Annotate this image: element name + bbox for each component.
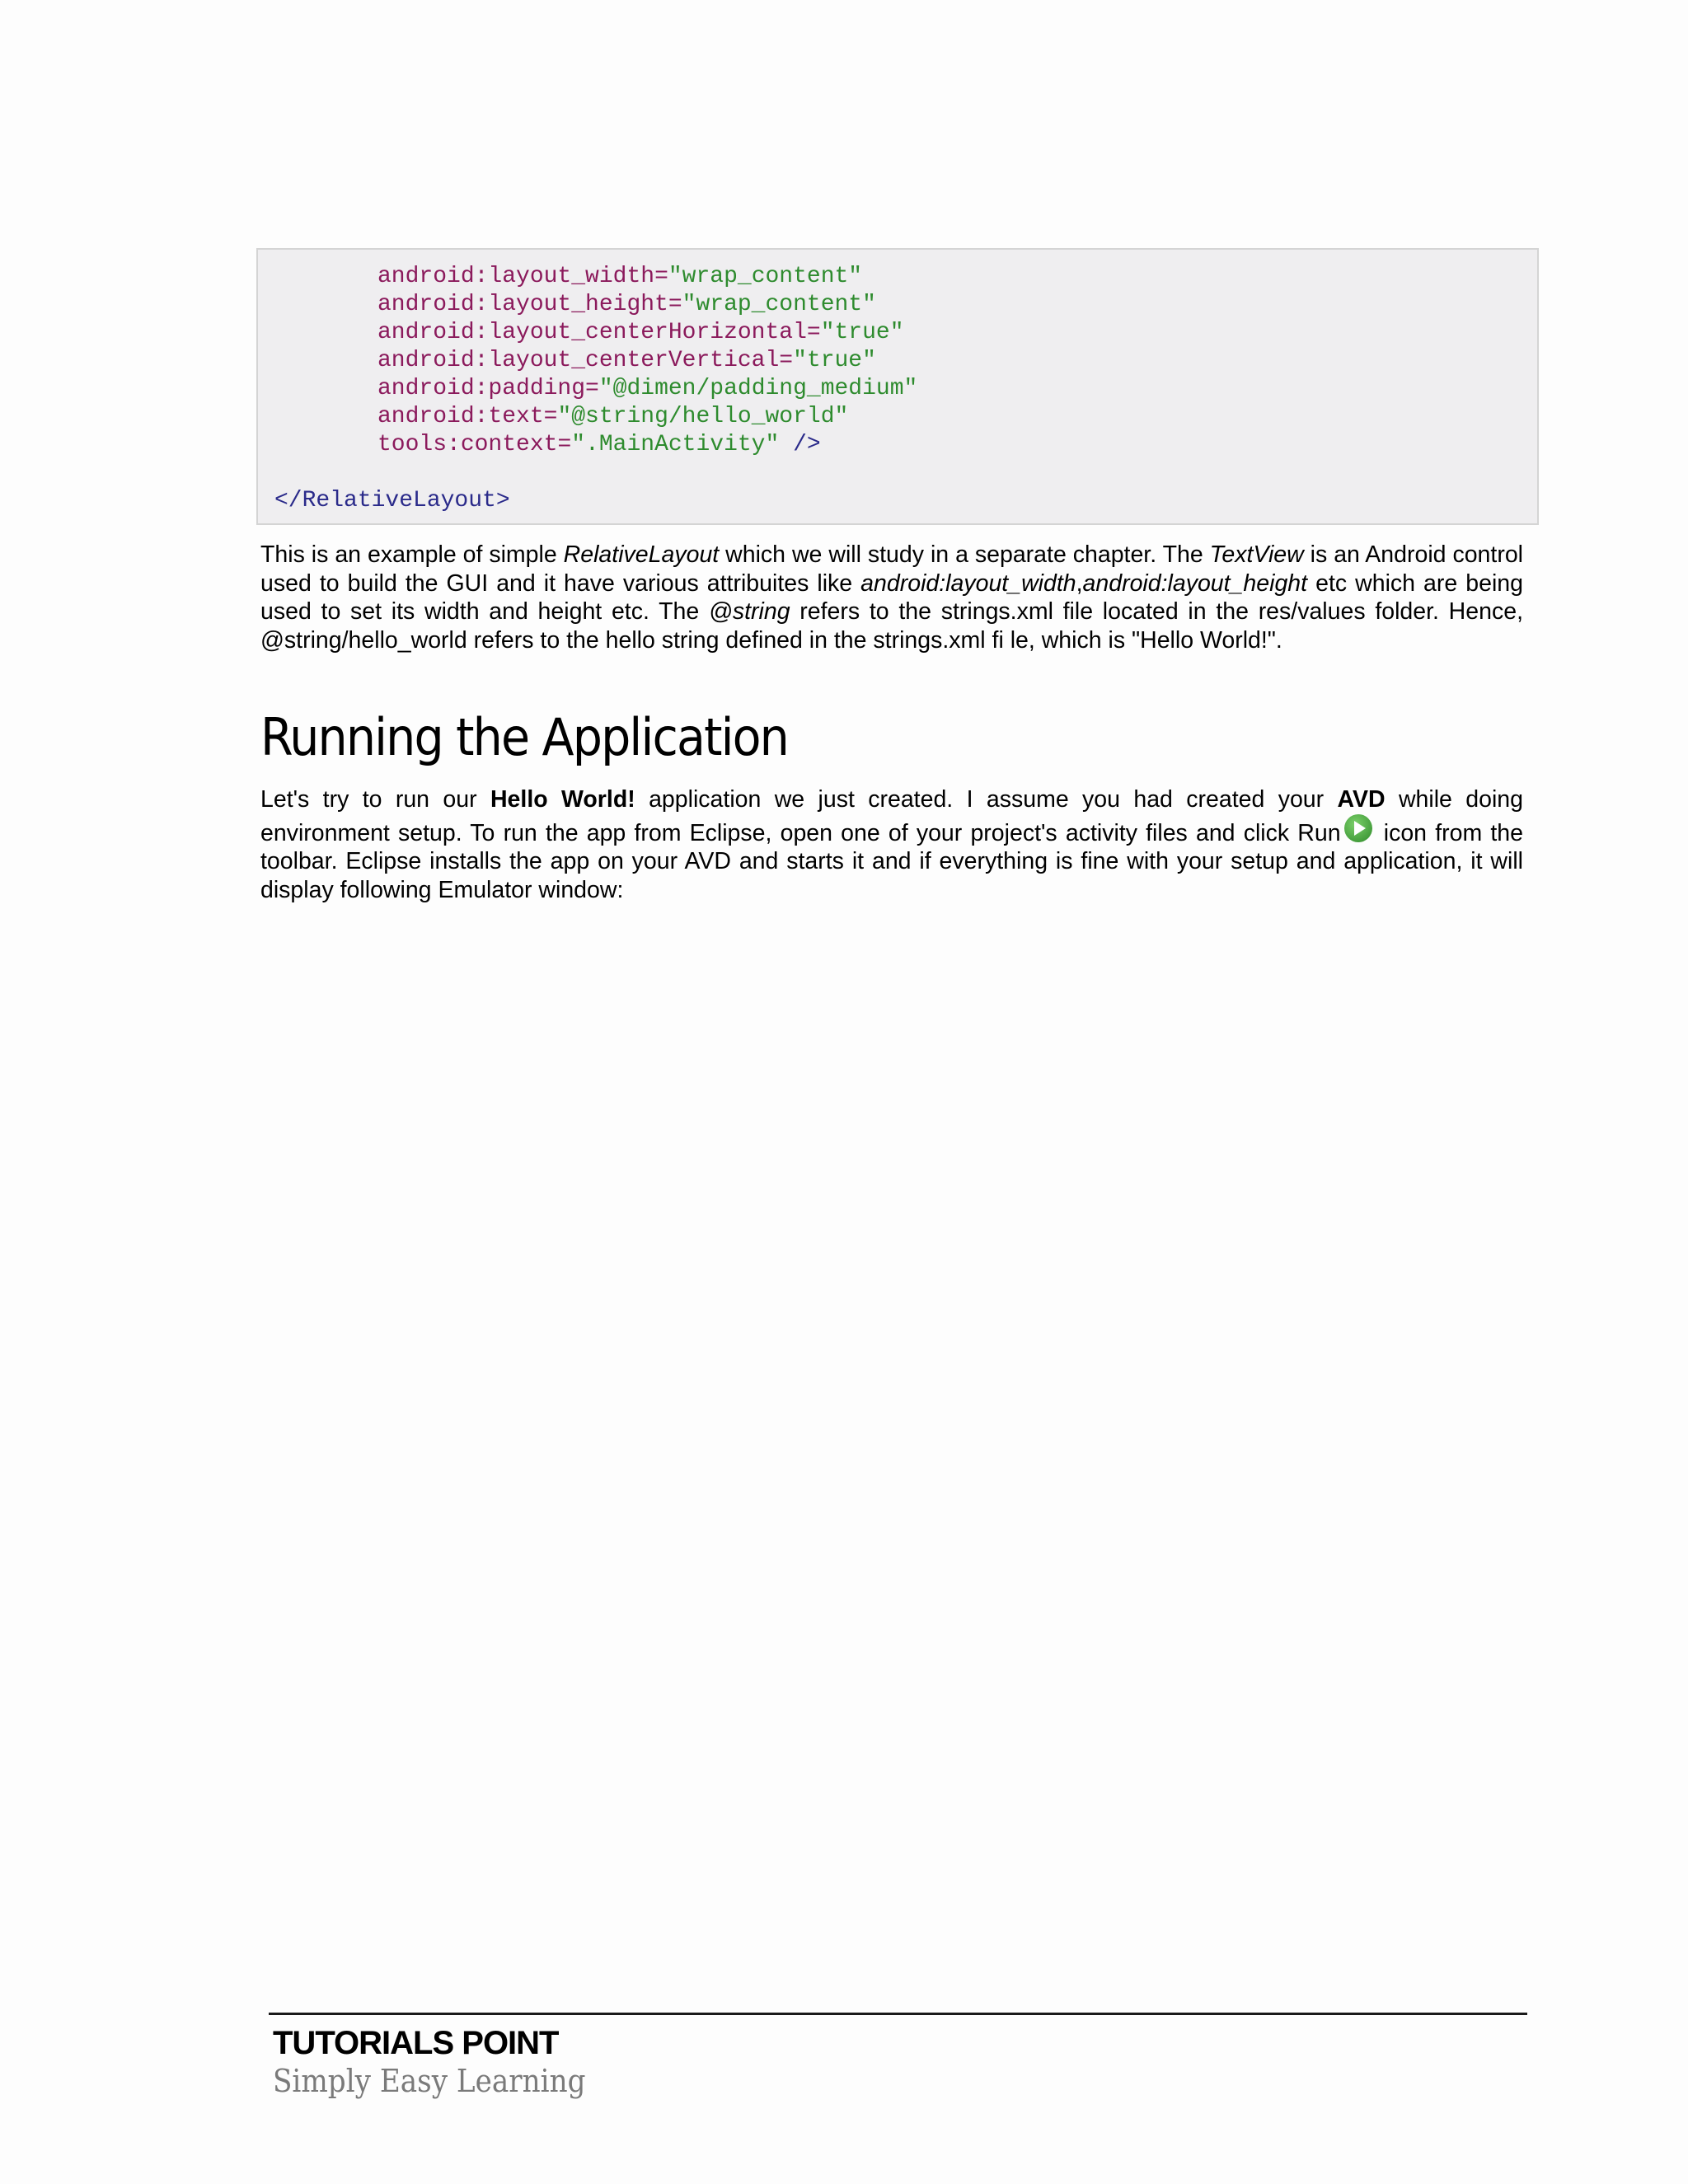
code-line	[377, 291, 876, 319]
text: icon from the toolbar. Eclipse installs the app on your AVD and starts it and if everything is fine with your setup and application, it will display following Emulator window:	[260, 819, 1523, 904]
code-attr: android:text	[377, 404, 544, 429]
code-line	[377, 375, 917, 403]
text-italic: TextView	[1209, 541, 1304, 568]
code-attr: android:layout_centerHorizontal	[377, 320, 807, 345]
text: ,	[1076, 569, 1083, 597]
footer-tagline: Simply Easy Learning	[273, 2063, 586, 2099]
text-italic: @string	[708, 598, 790, 626]
text: Let's try to run our	[260, 786, 490, 813]
code-value: "true"	[793, 348, 876, 373]
footer-brand: TUTORIALS POINT	[273, 2025, 559, 2061]
paragraph-running	[260, 785, 1523, 905]
text-italic: RelativeLayout	[563, 541, 720, 568]
code-value: "true"	[820, 320, 904, 345]
run-icon	[1344, 814, 1372, 842]
text-italic: android:layout_height	[1082, 569, 1308, 597]
code-value: ".MainActivity"	[571, 432, 780, 457]
code-eq: =	[779, 348, 794, 373]
code-tag-end: />	[779, 432, 821, 457]
text: which we will study in a separate chapter. The	[719, 541, 1210, 568]
code-value: "wrap_content"	[668, 264, 863, 289]
text: application we just created. I assume you had created your	[635, 786, 1338, 813]
text: etc which are being used to set its width and height etc. The	[260, 569, 1523, 626]
code-attr: tools:context	[377, 432, 558, 457]
text-bold: Hello World!	[490, 786, 635, 813]
text: is an Android control used to build the GUI and it have various attribuites like	[260, 541, 1523, 597]
text-bold: AVD	[1337, 786, 1386, 813]
code-line	[377, 431, 821, 459]
code-line	[377, 319, 904, 347]
text: This is an example of simple	[260, 541, 564, 568]
code-block	[256, 248, 1539, 525]
text: while doing environment setup. To run the app from Eclipse, open one of your project's activity files and click Run	[260, 786, 1523, 846]
code-value: "wrap_content"	[682, 292, 876, 317]
text-italic: android:layout_width	[860, 569, 1076, 597]
code-attr: android:padding	[377, 376, 586, 401]
code-attr: android:layout_width	[377, 264, 655, 289]
code-line	[377, 263, 862, 291]
code-attr: android:layout_height	[377, 292, 668, 317]
code-eq: =	[668, 292, 682, 317]
code-eq: =	[543, 404, 558, 429]
code-closing-tag: </RelativeLayout>	[274, 488, 510, 513]
text: refers to the strings.xml file located in the res/values folder. Hence, @string/hello_world refers to the hello string defined in the strings.xml fi le, which is "Hello World!".	[260, 598, 1523, 654]
footer-divider	[269, 2013, 1527, 2015]
paragraph-relativelayout	[260, 541, 1523, 655]
code-attr: android:layout_centerVertical	[377, 348, 780, 373]
section-heading: Running the Application	[260, 707, 788, 767]
code-eq: =	[557, 432, 572, 457]
code-value: "@string/hello_world"	[557, 404, 849, 429]
code-line	[377, 347, 876, 375]
code-eq: =	[654, 264, 668, 289]
code-value: "@dimen/padding_medium"	[598, 376, 918, 401]
code-line	[377, 403, 848, 431]
code-eq: =	[585, 376, 599, 401]
code-eq: =	[806, 320, 821, 345]
